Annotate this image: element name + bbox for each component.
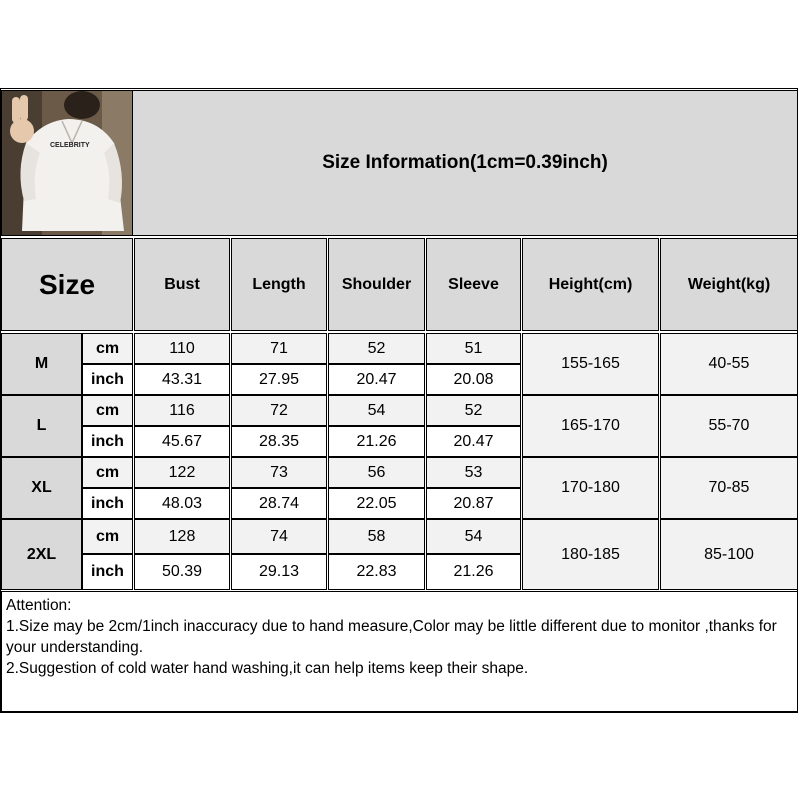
cell-shoulder-inch-text: 20.47	[356, 370, 397, 388]
unit-inch	[82, 426, 133, 457]
cell-length-inch	[231, 488, 327, 519]
cell-sleeve-inch	[426, 488, 521, 519]
cell-bust-inch-text: 43.31	[161, 370, 203, 388]
cell-weight	[660, 519, 798, 590]
unit-inch	[82, 554, 133, 590]
cell-shoulder-cm-text: 56	[367, 463, 386, 481]
header-length-text: Length	[252, 275, 306, 293]
cell-bust-cm	[134, 333, 230, 364]
cell-shoulder-inch-text: 22.83	[356, 563, 397, 580]
size-label-2XL	[1, 519, 82, 590]
cell-bust-inch	[134, 554, 230, 590]
cell-sleeve-cm-text: 52	[464, 401, 483, 419]
cell-height-text: 180-185	[561, 545, 620, 563]
product-photo	[1, 90, 133, 236]
cell-sleeve-inch	[426, 426, 521, 457]
cell-shoulder-inch	[328, 364, 425, 395]
header-length	[231, 238, 327, 331]
cell-length-cm	[231, 519, 327, 554]
cell-sleeve-inch-text: 20.47	[453, 432, 494, 450]
chart-title-text: Size Information(1cm=0.39inch)	[322, 152, 608, 173]
size-label-M	[1, 333, 82, 395]
cell-height	[522, 457, 659, 519]
cell-bust-cm-text: 122	[168, 463, 196, 481]
cell-sleeve-cm	[426, 519, 521, 554]
unit-cm-text: cm	[95, 339, 120, 357]
cell-weight	[660, 395, 798, 457]
chart-title	[133, 90, 798, 236]
cell-bust-cm-text: 116	[169, 401, 195, 419]
cell-sleeve-inch-text: 21.26	[453, 563, 494, 580]
header-sleeve-text: Sleeve	[448, 275, 499, 293]
cell-shoulder-inch	[328, 426, 425, 457]
cell-length-cm	[231, 395, 327, 426]
cell-weight	[660, 333, 798, 395]
cell-shoulder-cm	[328, 457, 425, 488]
cell-length-cm	[231, 457, 327, 488]
size-label-M-text: M	[34, 355, 49, 372]
header-weight	[660, 238, 798, 331]
cell-bust-cm	[134, 519, 230, 554]
size-label-L	[1, 395, 82, 457]
notes-line-2: 2.Suggestion of cold water hand washing,it can help items keep their shape.	[6, 660, 529, 677]
cell-bust-inch-text: 50.39	[161, 563, 203, 580]
unit-cm	[82, 519, 133, 554]
cell-sleeve-cm	[426, 333, 521, 364]
cell-length-inch-text: 28.74	[258, 494, 300, 512]
cell-weight-text: 55-70	[708, 417, 750, 434]
cell-length-cm-text: 72	[270, 401, 288, 419]
cell-bust-cm-text: 128	[168, 527, 196, 545]
header-bust	[134, 238, 230, 331]
cell-height-text: 155-165	[561, 355, 620, 372]
cell-sleeve-cm-text: 54	[464, 527, 483, 545]
cell-bust-inch-text: 45.67	[161, 432, 203, 450]
cell-shoulder-inch	[328, 554, 425, 590]
cell-height	[522, 395, 659, 457]
cell-sleeve-cm-text: 53	[464, 463, 483, 481]
cell-length-cm-text: 71	[270, 339, 288, 357]
notes-line-1: 1.Size may be 2cm/1inch inaccuracy due to hand measure,Color may be little different due to monitor ,thanks for your understanding.	[6, 618, 777, 656]
cell-shoulder-cm-text: 54	[367, 401, 386, 419]
unit-cm-text: cm	[95, 463, 120, 481]
header-weight-text: Weight(kg)	[687, 275, 771, 293]
cell-length-inch-text: 29.13	[258, 563, 300, 580]
cell-height	[522, 519, 659, 590]
cell-length-cm-text: 73	[270, 463, 288, 481]
header-size	[1, 238, 133, 331]
cell-height-text: 165-170	[561, 417, 620, 434]
cell-weight	[660, 457, 798, 519]
cell-bust-cm-text: 110	[169, 339, 195, 357]
cell-shoulder-cm	[328, 519, 425, 554]
cell-weight-text: 70-85	[708, 479, 750, 496]
unit-cm-text: cm	[95, 527, 120, 545]
cell-shoulder-cm	[328, 333, 425, 364]
unit-inch-text: inch	[91, 370, 124, 388]
cell-length-inch-text: 28.35	[258, 432, 300, 450]
attention-notes	[1, 591, 798, 712]
header-shoulder	[328, 238, 425, 331]
header-size-text: Size	[38, 268, 96, 300]
model-wearing-shirt-image	[2, 91, 133, 236]
cell-sleeve-cm	[426, 395, 521, 426]
cell-sleeve-inch	[426, 554, 521, 590]
cell-length-cm	[231, 333, 327, 364]
unit-cm-text: cm	[95, 401, 120, 419]
cell-weight-text: 85-100	[704, 545, 754, 563]
header-height-text: Height(cm)	[548, 275, 633, 293]
size-label-L-text: L	[36, 417, 47, 434]
notes-heading: Attention:	[6, 597, 72, 614]
cell-height	[522, 333, 659, 395]
unit-inch	[82, 488, 133, 519]
unit-cm	[82, 333, 133, 364]
cell-bust-inch-text: 48.03	[161, 494, 203, 512]
cell-shoulder-inch-text: 22.05	[356, 494, 397, 512]
cell-length-inch	[231, 554, 327, 590]
cell-length-inch	[231, 364, 327, 395]
header-sleeve	[426, 238, 521, 331]
cell-bust-cm	[134, 395, 230, 426]
cell-weight-text: 40-55	[708, 355, 750, 372]
cell-shoulder-cm-text: 52	[367, 339, 386, 357]
unit-inch-text: inch	[91, 563, 124, 580]
cell-bust-inch	[134, 426, 230, 457]
cell-sleeve-inch	[426, 364, 521, 395]
size-label-XL-text: XL	[31, 479, 52, 496]
cell-height-text: 170-180	[561, 479, 620, 496]
cell-sleeve-cm	[426, 457, 521, 488]
cell-sleeve-inch-text: 20.87	[453, 494, 494, 512]
cell-shoulder-inch-text: 21.26	[356, 432, 397, 450]
header-shoulder-text: Shoulder	[341, 275, 412, 293]
cell-length-inch	[231, 426, 327, 457]
cell-length-inch-text: 27.95	[258, 370, 300, 388]
size-label-XL	[1, 457, 82, 519]
header-height	[522, 238, 659, 331]
cell-sleeve-inch-text: 20.08	[453, 370, 494, 388]
shirt-print-text: CELEBRITY	[50, 142, 90, 149]
unit-inch	[82, 364, 133, 395]
cell-shoulder-cm	[328, 395, 425, 426]
size-label-2XL-text: 2XL	[26, 545, 57, 563]
unit-inch-text: inch	[91, 432, 124, 450]
cell-bust-inch	[134, 488, 230, 519]
cell-shoulder-inch	[328, 488, 425, 519]
unit-inch-text: inch	[91, 494, 124, 512]
unit-cm	[82, 395, 133, 426]
cell-sleeve-cm-text: 51	[464, 339, 483, 357]
cell-bust-inch	[134, 364, 230, 395]
header-bust-text: Bust	[164, 275, 200, 293]
unit-cm	[82, 457, 133, 488]
cell-length-cm-text: 74	[270, 527, 288, 545]
cell-shoulder-cm-text: 58	[367, 527, 386, 545]
cell-bust-cm	[134, 457, 230, 488]
